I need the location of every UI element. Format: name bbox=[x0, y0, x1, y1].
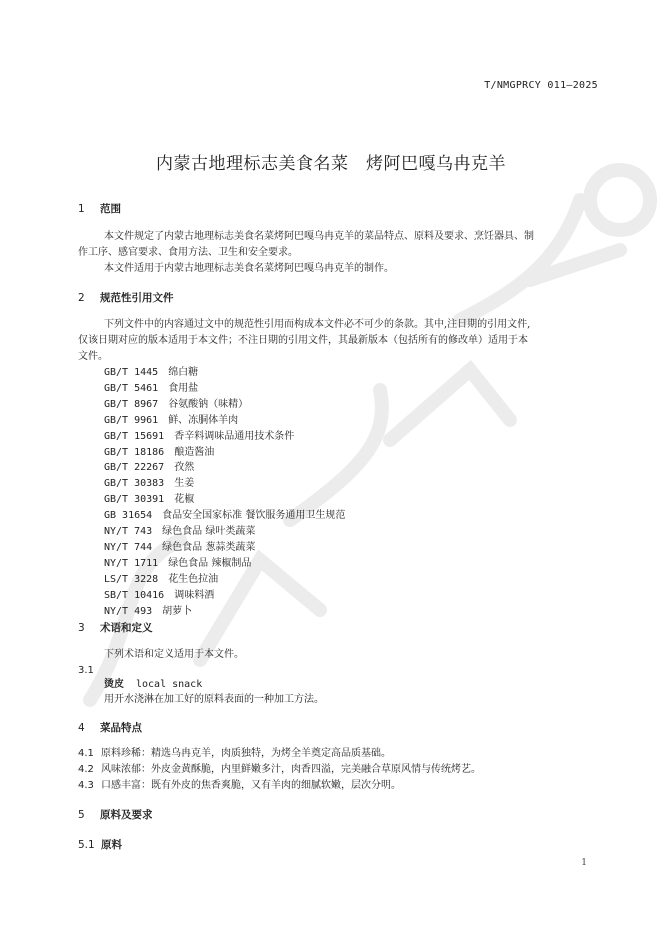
reference-name: 生姜 bbox=[174, 478, 195, 490]
reference-code: NY/T 743 bbox=[104, 526, 153, 537]
reference-item bbox=[104, 443, 214, 458]
term-number: 3.1 bbox=[78, 665, 94, 676]
normative-intro-line: 文件。 bbox=[78, 351, 108, 362]
document-title: 内蒙古地理标志美食名菜 烤阿巴嘎乌冉克羊 bbox=[156, 154, 506, 174]
section-2-heading bbox=[78, 290, 174, 305]
reference-name: 食用盐 bbox=[168, 382, 199, 394]
reference-code: GB/T 9961 bbox=[104, 414, 159, 426]
normative-intro-line: 仅该日期对应的版本适用于本文件；不注日期的引用文件，其最新版本（包括所有的修改单）适用于本 bbox=[78, 335, 528, 346]
section-4-heading bbox=[78, 720, 142, 735]
reference-item bbox=[104, 602, 192, 617]
reference-code: GB/T 8967 bbox=[104, 398, 159, 410]
reference-name: 鲜、冻胴体羊肉 bbox=[168, 414, 239, 426]
reference-code: GB/T 30383 bbox=[104, 478, 165, 490]
section-title: 菜品特点 bbox=[100, 722, 142, 734]
reference-code: NY/T 1711 bbox=[104, 557, 159, 569]
reference-item bbox=[104, 395, 248, 410]
term-entry bbox=[104, 677, 202, 693]
subsection-title: 原料 bbox=[101, 839, 122, 851]
section-5-heading bbox=[78, 807, 153, 822]
term-english: local snack bbox=[136, 679, 203, 690]
reference-code: SB/T 10416 bbox=[104, 589, 165, 601]
feature-item bbox=[78, 746, 391, 762]
feature-number: 4.1 bbox=[78, 748, 94, 759]
reference-name: 花椒 bbox=[174, 494, 195, 506]
reference-item bbox=[104, 363, 198, 378]
reference-name: 调味料酒 bbox=[174, 589, 215, 601]
reference-name: 食品安全国家标准 餐饮服务通用卫生规范 bbox=[162, 510, 346, 522]
reference-code: GB/T 5461 bbox=[104, 382, 159, 394]
reference-code: GB 31654 bbox=[104, 510, 153, 522]
reference-item bbox=[104, 538, 255, 553]
feature-item bbox=[78, 762, 481, 778]
section-number: 3 bbox=[78, 622, 85, 634]
reference-item bbox=[104, 490, 194, 505]
reference-name: 香辛料调味品通用技术条件 bbox=[174, 430, 295, 442]
reference-name: 胡萝卜 bbox=[162, 605, 193, 617]
reference-item bbox=[104, 474, 194, 489]
reference-item bbox=[104, 586, 214, 601]
reference-item bbox=[104, 427, 294, 442]
reference-code: GB/T 22267 bbox=[104, 462, 165, 474]
terms-intro: 下列术语和定义适用于本文件。 bbox=[104, 649, 244, 660]
section-number: 2 bbox=[78, 292, 85, 304]
reference-item bbox=[104, 554, 251, 569]
reference-code: NY/T 744 bbox=[104, 541, 153, 553]
reference-item bbox=[104, 411, 238, 426]
subsection-number: 5.1 bbox=[78, 839, 95, 851]
reference-item bbox=[104, 522, 255, 537]
feature-text: 口感丰富：既有外皮的焦香爽脆，又有羊肉的细腻软嫩，层次分明。 bbox=[101, 780, 401, 791]
reference-name: 花生色拉油 bbox=[168, 573, 219, 585]
scope-paragraph-line: 本文件规定了内蒙古地理标志美食名菜烤阿巴嘎乌冉克羊的菜品特点、原料及要求、烹饪器具、制 bbox=[104, 231, 534, 242]
feature-number: 4.3 bbox=[78, 780, 94, 791]
section-3-heading bbox=[78, 620, 153, 635]
page-number: 1 bbox=[581, 858, 587, 868]
term-chinese: 烫皮 bbox=[104, 679, 124, 690]
term-definition: 用开水浇淋在加工好的原料表面的一种加工方法。 bbox=[104, 694, 324, 705]
section-title: 原料及要求 bbox=[100, 809, 153, 821]
reference-item bbox=[104, 458, 194, 473]
reference-name: 绿色食品 绿叶类蔬菜 bbox=[162, 526, 256, 537]
reference-name: 绵白糖 bbox=[168, 367, 199, 378]
scope-paragraph-line: 作工序、感官要求、食用方法、卫生和安全要求。 bbox=[78, 247, 298, 258]
section-number: 1 bbox=[78, 203, 85, 215]
section-1-heading bbox=[78, 201, 121, 216]
section-number: 4 bbox=[78, 722, 85, 734]
reference-name: 孜然 bbox=[174, 462, 195, 474]
subsection-5-1-heading bbox=[78, 837, 122, 852]
reference-code: GB/T 18186 bbox=[104, 446, 165, 458]
scope-paragraph: 本文件适用于内蒙古地理标志美食名菜烤阿巴嘎乌冉克羊的制作。 bbox=[104, 263, 394, 274]
reference-code: GB/T 15691 bbox=[104, 430, 165, 442]
reference-name: 绿色食品 葱蒜类蔬菜 bbox=[162, 541, 256, 553]
section-title: 范围 bbox=[100, 203, 121, 215]
feature-text: 原料珍稀：精选乌冉克羊，肉质独特，为烤全羊奠定高品质基础。 bbox=[101, 748, 391, 759]
reference-code: GB/T 1445 bbox=[104, 367, 159, 378]
section-title: 术语和定义 bbox=[100, 622, 153, 634]
feature-number: 4.2 bbox=[78, 764, 94, 775]
reference-item bbox=[104, 570, 218, 585]
reference-code: LS/T 3228 bbox=[104, 573, 159, 585]
feature-text: 风味浓郁：外皮金黄酥脆，内里鲜嫩多汁，肉香四溢，完美融合草原风情与传统烤艺。 bbox=[101, 764, 481, 775]
reference-name: 绿色食品 辣椒制品 bbox=[168, 557, 252, 569]
section-title: 规范性引用文件 bbox=[100, 292, 174, 304]
reference-name: 酿造酱油 bbox=[174, 446, 215, 458]
standard-code: T/NMGPRCY 011—2025 bbox=[484, 80, 598, 91]
reference-name: 谷氨酸钠（味精） bbox=[168, 398, 249, 410]
reference-item bbox=[104, 506, 345, 521]
normative-intro-line: 下列文件中的内容通过文中的规范性引用而构成本文件必不可少的条款。其中,注日期的引用文件, bbox=[104, 319, 531, 330]
feature-item bbox=[78, 778, 401, 794]
section-number: 5 bbox=[78, 809, 85, 821]
reference-code: GB/T 30391 bbox=[104, 494, 165, 506]
reference-item bbox=[104, 379, 198, 394]
reference-code: NY/T 493 bbox=[104, 605, 153, 617]
